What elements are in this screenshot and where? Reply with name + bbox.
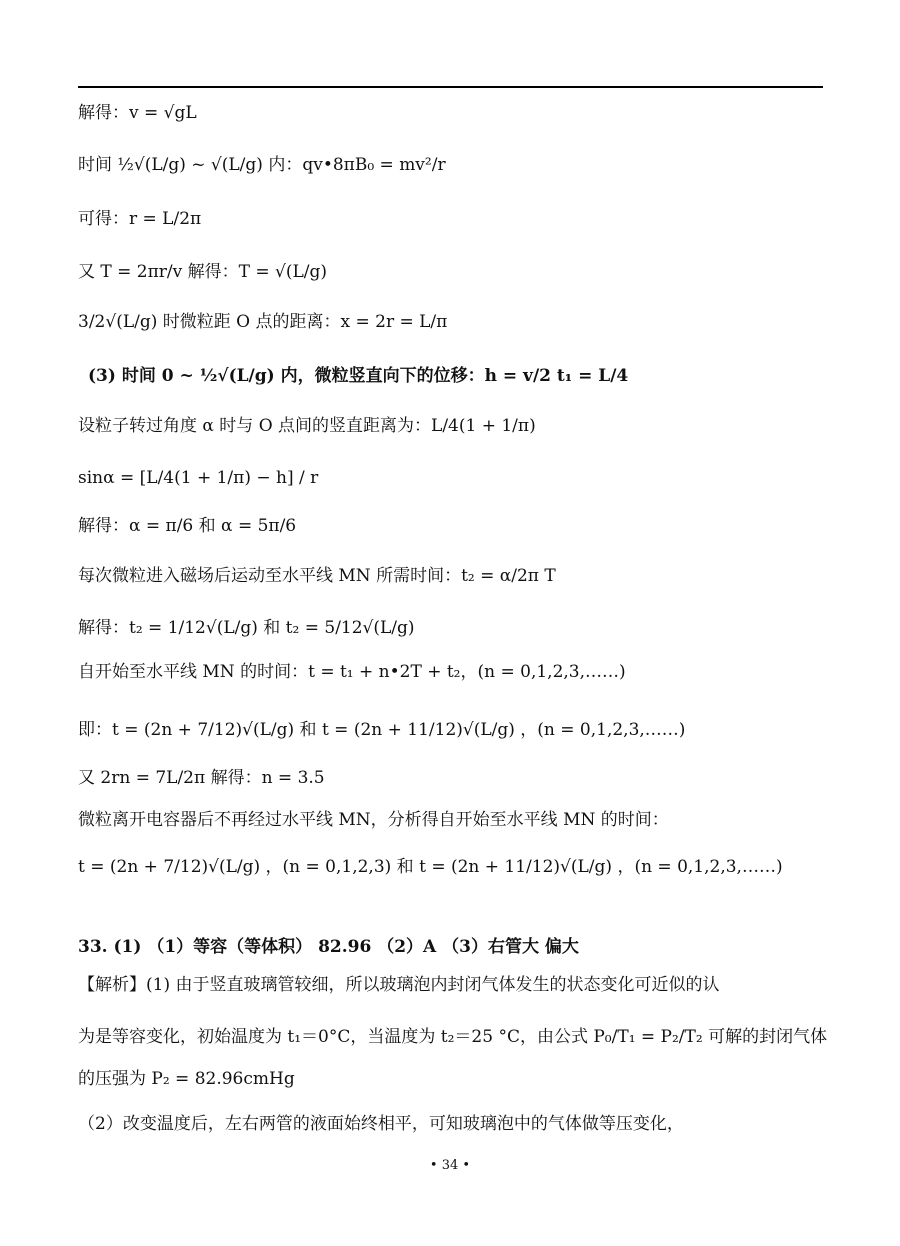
text-line: 时间 ½√(L/g) ~ √(L/g) 内：qv•8πB₀ = mv²/r	[78, 155, 446, 175]
text-line: 又 T = 2πr/v 解得：T = √(L/g)	[78, 262, 328, 282]
text-line: 可得：r = L/2π	[78, 209, 202, 229]
text-line: 3/2√(L/g) 时微粒距 O 点的距离：x = 2r = L/π	[78, 312, 448, 332]
text-line: 解得：v = √gL	[78, 103, 197, 123]
text-line: 设粒子转过角度 α 时与 O 点间的竖直距离为：L/4(1 + 1/π)	[78, 416, 536, 436]
page-number: • 34 •	[429, 1158, 471, 1173]
text-line: t = (2n + 7/12)√(L/g) ，(n = 0,1,2,3) 和 t = (2n + 11/12)√(L/g) ，(n = 0,1,2,3,……)	[78, 857, 783, 877]
text-line: 即：t = (2n + 7/12)√(L/g) 和 t = (2n + 11/12)√(L/g) ，(n = 0,1,2,3,……)	[78, 720, 686, 740]
text-line: 微粒离开电容器后不再经过水平线 MN，分析得自开始至水平线 MN 的时间：	[78, 810, 669, 830]
text-line: 【解析】(1) 由于竖直玻璃管较细，所以玻璃泡内封闭气体发生的状态变化可近似的认	[78, 975, 720, 995]
top-rule	[78, 86, 823, 88]
text-line: 每次微粒进入磁场后运动至水平线 MN 所需时间：t₂ = α/2π T	[78, 566, 556, 586]
text-line: 为是等容变化，初始温度为 t₁＝0°C，当温度为 t₂＝25 °C，由公式 P₀/T₁ = P₂/T₂ 可解的封闭气体	[78, 1027, 828, 1047]
text-line: 解得：α = π/6 和 α = 5π/6	[78, 516, 297, 536]
text-line: 的压强为 P₂ = 82.96cmHg	[78, 1069, 295, 1089]
text-line: （2）改变温度后，左右两管的液面始终相平，可知玻璃泡中的气体做等压变化，	[78, 1114, 684, 1134]
text-line: 解得：t₂ = 1/12√(L/g) 和 t₂ = 5/12√(L/g)	[78, 618, 415, 638]
text-line: 自开始至水平线 MN 的时间：t = t₁ + n•2T + t₂，(n = 0,1,2,3,……)	[78, 662, 626, 682]
text-line: (3) 时间 0 ~ ½√(L/g) 内，微粒竖直向下的位移：h = v/2 t₁ = L/4	[88, 366, 629, 386]
text-line: sinα = [L/4(1 + 1/π) − h] / r	[78, 468, 319, 488]
question-33-answers: 33. (1) （1）等容（等体积） 82.96 （2）A （3）右管大 偏大	[78, 937, 579, 957]
text-line: 又 2rn = 7L/2π 解得：n = 3.5	[78, 768, 325, 788]
